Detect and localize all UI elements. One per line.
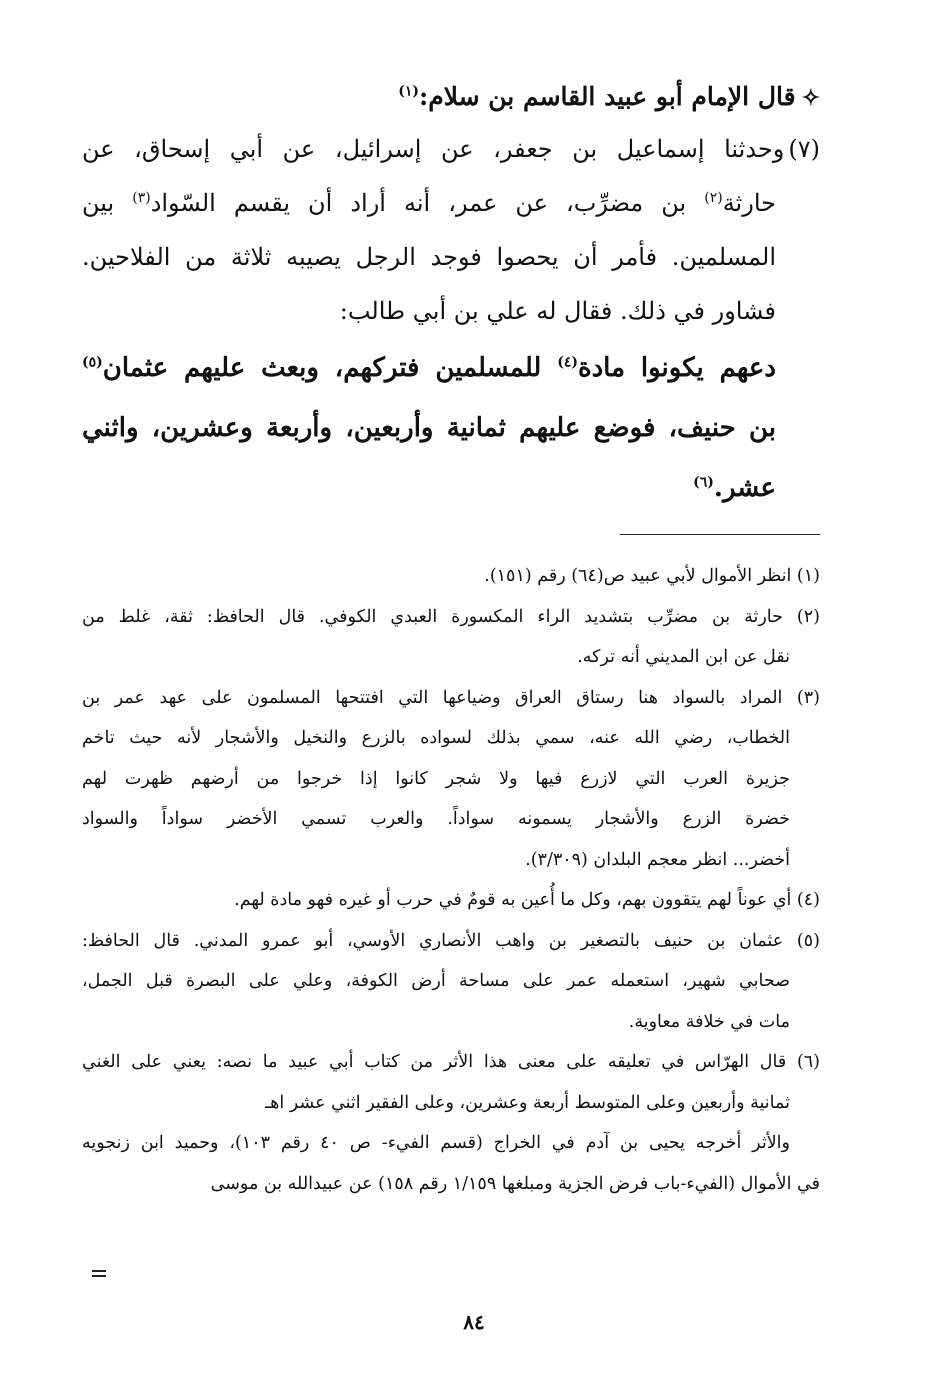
footnote-ref-2: (٢) (704, 190, 723, 206)
footnote-separator (620, 534, 820, 535)
footnote-6-line-1: (٦) قال الهرّاس في تعليقه على معنى هذا الأثر من كتاب أبي عبيد ما نصه: يعني على الغني (82, 1052, 820, 1072)
quote-line-3: عشر.$^{(٦)}$ (693, 473, 776, 503)
footnotes (82, 556, 820, 1204)
footnote-ref-5: (٥) (82, 354, 103, 371)
quote-block (82, 338, 820, 518)
footnote-6-line-2: ثمانية وأربعين وعلى المتوسط أربعة وعشرين، وعلى الفقير اثني عشر اهـ (265, 1092, 790, 1113)
footnote-5-line-2: صحابي شهير، استعمله عمر على مساحة أرض الكوفة، وعلي على البصرة قبل الجمل، (82, 971, 790, 991)
footnote-2-line-2: نقل عن ابن المديني أنه تركه. (577, 647, 790, 667)
narration-line-4: فشاور في ذلك. فقال له علي بن أبي طالب: (339, 297, 776, 325)
main-text (82, 72, 820, 518)
footnote-3-line-2: الخطاب، رضي الله عنه، سمي بذلك لسواده بالزرع والنخيل والأشجار لأنه حيث تاخم (82, 728, 790, 748)
footnote-5-line-3: مات في خلافة معاوية. (628, 1011, 790, 1032)
footnote-3-line-5: أخضر... انظر معجم البلدان (٣/٣٠٩). (525, 849, 790, 870)
footnote-ref-6: (٦) (693, 474, 714, 491)
section-heading (82, 72, 820, 122)
footnote-4-line-1: (٤) أي عوناً لهم يتقوون بهم، وكل ما أُعين به قومٌ في حرب أو غيره فهو مادة لهم. (234, 890, 820, 910)
footnote-2-line-1: (٢) حارثة بن مضرِّب بتشديد الراء المكسورة العبدي الكوفي. قال الحافظ: ثقة، غلط من (82, 606, 820, 627)
narration-paragraph (82, 122, 820, 338)
footnote-3-line-4: خضرة الزرع والأشجار يسمونه سواداً. والعرب تسمي الأخضر سواداً والسواد (82, 809, 790, 829)
footnote-6-line-4: في الأموال (الفيء-باب فرض الجزية ومبلغها ١/١٥٩ رقم ١٥٨) عن عبيدالله بن موسى (210, 1173, 820, 1194)
quote-line-1: دعهم يكونوا مادة$^{(٤)}$ للمسلمين فتركهم، وبعث عليهم عثمان$^{(٥)}$ (82, 353, 776, 383)
narration-number: (٧) (788, 135, 820, 163)
narration-line-3: المسلمين. فأمر أن يحصوا فوجد الرجل يصيبه ثلاثة من الفلاحين. (82, 243, 776, 271)
footnote-5-line-1: (٥) عثمان بن حنيف بالتصغير بن واهب الأنصاري الأوسي، أبو عمرو المدني. قال الحافظ: (82, 930, 820, 951)
footnote-ref-4: (٤) (557, 354, 578, 371)
footnote-3-line-1: (٣) المراد بالسواد هنا رستاق العراق وضياعها التي افتتحها المسلمون على عهد عمر بن (82, 687, 820, 708)
diamond-ornament-icon: ✧ (801, 85, 820, 111)
heading-text: قال الإمام أبو عبيد القاسم بن سلام: (419, 82, 796, 111)
page-number: ٨٤ (463, 1310, 485, 1334)
heading-footnote-ref: (١) (398, 83, 419, 100)
quote-line-2: بن حنيف، فوضع عليهم ثمانية وأربعين، وأربعة وعشرين، واثني (82, 413, 776, 443)
footnote-ref-3: (٣) (132, 190, 151, 206)
narration-line-2: حارثة$^{(٢)}$ بن مضرِّب، عن عمر، أنه أراد أن يقسم السّواد$^{(٣)}$ بين (82, 189, 776, 217)
footnote-6-line-3: والأثر أخرجه يحيى بن آدم في الخراج (قسم الفيء- ص ٤٠ رقم ١٠٣)، وحميد ابن زنجويه (82, 1133, 790, 1153)
narration-line-1: (٧)وحدثنا إسماعيل بن جعفر، عن إسرائيل، عن أبي إسحاق، عن (82, 135, 820, 163)
footnote-1-line-1: (١) انظر الأموال لأبي عبيد ص(٦٤) رقم (١٥١). (484, 566, 820, 586)
footnote-3-line-3: جزيرة العرب التي لازرع فيها ولا شجر كانوا إذا خرجوا من أرضهم ظهرت لهم (82, 768, 790, 789)
continuation-mark (92, 1270, 106, 1272)
